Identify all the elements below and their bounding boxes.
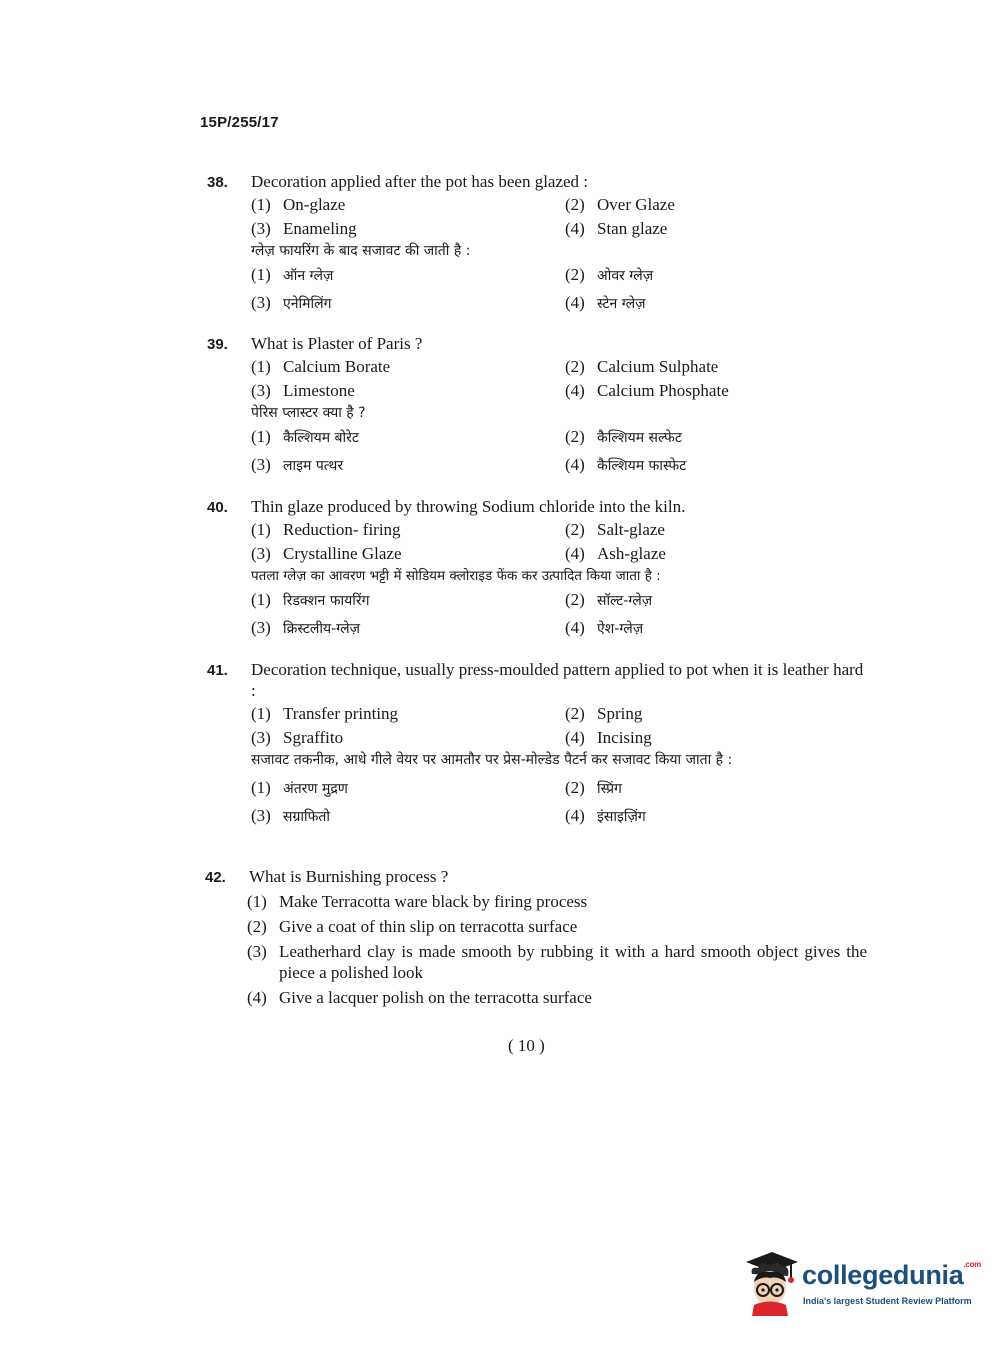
option-number: (4)	[565, 728, 585, 747]
option-text: Give a lacquer polish on the terracotta surface	[279, 988, 592, 1007]
option-text: लाइम पत्थर	[283, 458, 344, 474]
option-number: (2)	[247, 917, 267, 936]
option-number: (1)	[251, 704, 271, 723]
option-text: स्प्रिंग	[597, 781, 622, 797]
options-hindi	[251, 264, 877, 315]
option-text: एनेमिलिंग	[283, 296, 332, 312]
option-number: (2)	[565, 778, 585, 797]
page-number: ( 10 )	[508, 1036, 545, 1055]
options-english	[251, 356, 877, 401]
option-number: (1)	[251, 590, 271, 609]
option-number: (4)	[565, 806, 585, 825]
question-text-hindi: पेरिस प्लास्टर क्या है ?	[251, 405, 366, 421]
logo-suffix: .com	[963, 1260, 981, 1269]
option-number: (1)	[251, 265, 271, 284]
option-text: सॉल्ट-ग्लेज़	[597, 593, 653, 609]
logo-wordmark	[802, 1260, 981, 1291]
option-number: (2)	[565, 265, 585, 284]
question-text-hindi: सजावट तकनीक, आधे गीले वेयर पर आमतौर पर प्रेस-मोल्डेड पैटर्न कर सजावट किया जाता है :	[251, 752, 733, 768]
question-number: 39.	[207, 336, 228, 353]
options-english	[251, 703, 869, 748]
question-38	[207, 171, 877, 315]
option-number: (4)	[565, 455, 585, 474]
question-40	[207, 496, 887, 640]
question-text: Thin glaze produced by throwing Sodium chloride into the kiln.	[251, 497, 686, 516]
options-hindi	[251, 426, 877, 477]
option-number: (4)	[565, 544, 585, 563]
options-english	[251, 194, 877, 239]
question-text: What is Plaster of Paris ?	[251, 334, 423, 353]
option-text: Transfer printing	[283, 704, 399, 723]
option-text: Limestone	[283, 381, 355, 400]
option-text: Reduction- firing	[283, 520, 401, 539]
option-text: Spring	[597, 704, 643, 723]
option-number: (4)	[565, 293, 585, 312]
option-number: (1)	[251, 427, 271, 446]
question-text-hindi: पतला ग्लेज़ का आवरण भट्टी में सोडियम क्लोराइड फेंक कर उत्पादित किया जाता है :	[251, 568, 661, 584]
option-text: Calcium Borate	[283, 357, 391, 376]
option-number: (2)	[565, 195, 585, 214]
option-number: (2)	[565, 357, 585, 376]
question-42	[205, 866, 867, 1012]
option-text: ऐश-ग्लेज़	[597, 621, 644, 637]
option-number: (3)	[251, 455, 271, 474]
paper-code: 15P/255/17	[200, 114, 279, 131]
logo-name: collegedunia	[802, 1260, 964, 1290]
option-text: अंतरण मुद्रण	[283, 781, 348, 797]
question-39	[207, 333, 877, 477]
option-text: Ash-glaze	[597, 544, 666, 563]
option-text: Enameling	[283, 219, 357, 238]
option-text: Make Terracotta ware black by firing process	[279, 892, 588, 911]
option-number: (3)	[247, 942, 267, 961]
option-text: सग्राफितो	[283, 809, 331, 825]
option-number: (1)	[251, 520, 271, 539]
option-number: (3)	[251, 544, 271, 563]
question-number: 38.	[207, 174, 228, 191]
mascot-icon	[742, 1248, 802, 1316]
question-number: 41.	[207, 662, 228, 679]
question-number: 40.	[207, 499, 228, 516]
option-number: (2)	[565, 704, 585, 723]
option-text: इंसाइज़िंग	[597, 809, 646, 825]
question-41	[207, 659, 869, 828]
option-number: (2)	[565, 427, 585, 446]
question-text: Decoration technique, usually press-moulded pattern applied to pot when it is leather hard :	[251, 660, 864, 700]
question-text: Decoration applied after the pot has been glazed :	[251, 172, 589, 191]
option-text: ओवर ग्लेज़	[597, 268, 654, 284]
option-text: कैल्शियम सल्फेट	[597, 430, 682, 446]
option-number: (4)	[565, 618, 585, 637]
option-number: (3)	[251, 728, 271, 747]
option-text: कैल्शियम बोरेट	[283, 430, 359, 446]
option-number: (2)	[565, 590, 585, 609]
option-text: On-glaze	[283, 195, 346, 214]
question-text: What is Burnishing process ?	[249, 867, 449, 886]
option-text: Give a coat of thin slip on terracotta surface	[279, 917, 578, 936]
option-text: Salt-glaze	[597, 520, 665, 539]
option-text: रिडक्शन फायरिंग	[283, 593, 370, 609]
options-hindi	[251, 777, 869, 828]
option-text: Calcium Phosphate	[597, 381, 729, 400]
logo-tagline: India's largest Student Review Platform	[803, 1296, 972, 1306]
option-number: (1)	[251, 778, 271, 797]
option-text: Over Glaze	[597, 195, 675, 214]
option-text: Incising	[597, 728, 652, 747]
option-number: (3)	[251, 618, 271, 637]
options-hindi	[251, 589, 887, 640]
option-text: Sgraffito	[283, 728, 344, 747]
option-number: (3)	[251, 806, 271, 825]
option-number: (3)	[251, 219, 271, 238]
option-number: (1)	[251, 195, 271, 214]
options-english	[251, 519, 887, 564]
option-text: Stan glaze	[597, 219, 668, 238]
option-number: (1)	[251, 357, 271, 376]
option-number: (4)	[565, 381, 585, 400]
option-number: (3)	[251, 381, 271, 400]
option-text: क्रिस्टलीय-ग्लेज़	[283, 621, 360, 637]
option-text: Crystalline Glaze	[283, 544, 402, 563]
option-number: (1)	[247, 892, 267, 911]
option-number: (4)	[565, 219, 585, 238]
option-text: ऑन ग्लेज़	[283, 268, 334, 284]
option-number: (4)	[247, 988, 267, 1007]
option-text: स्टेन ग्लेज़	[597, 296, 646, 312]
collegedunia-logo	[742, 1248, 981, 1316]
option-text: Leatherhard clay is made smooth by rubbing it with a hard smooth object gives the piece a polished look	[279, 942, 867, 982]
option-text: Calcium Sulphate	[597, 357, 719, 376]
option-number: (3)	[251, 293, 271, 312]
question-number: 42.	[205, 869, 226, 886]
options-list	[247, 891, 867, 1008]
question-text-hindi: ग्लेज़ फायरिंग के बाद सजावट की जाती है :	[251, 243, 471, 259]
option-text: कैल्शियम फास्फेट	[597, 458, 687, 474]
option-number: (2)	[565, 520, 585, 539]
